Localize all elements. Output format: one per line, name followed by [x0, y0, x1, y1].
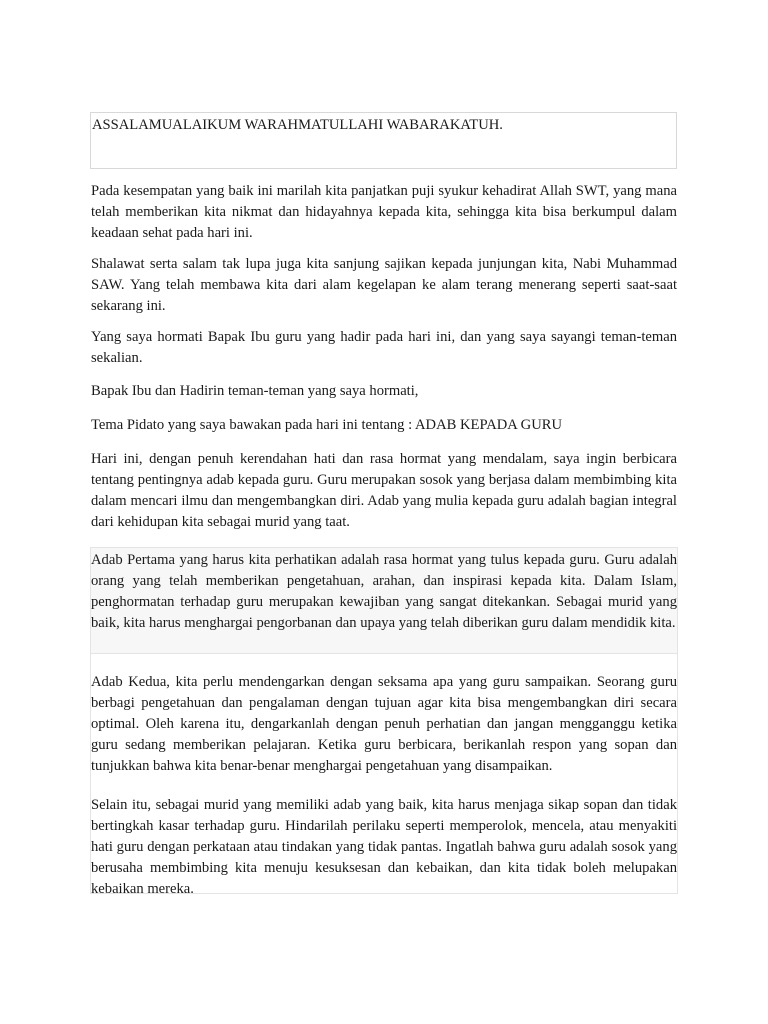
paragraph-adab-pertama: Adab Pertama yang harus kita perhatikan adalah rasa hormat yang tulus kepada guru. Guru adalah orang yang telah memberikan pengetahuan, arahan, dan inspirasi kepada kita. Dalam Islam, penghormatan terhadap guru merupakan kewajiban yang sangat ditekankan. Sebagai murid yang baik, kita harus menghargai pengorbanan dan upaya yang telah diberikan guru dalam mendidik kita.	[91, 552, 677, 631]
paragraph-theme: Tema Pidato yang saya bawakan pada hari ini tentang : ADAB KEPADA GURU	[91, 417, 563, 433]
salam-text: ASSALAMUALAIKUM WARAHMATULLAHI WABARAKATUH.	[92, 117, 503, 133]
paragraph-shalawat: Shalawat serta salam tak lupa juga kita sanjung sajikan kepada junjungan kita, Nabi Muhammad SAW. Yang telah membawa kita dari alam kegelapan ke alam terang menerang seperti saat-saat sekarang ini.	[91, 256, 677, 314]
salam-box	[90, 112, 677, 169]
paragraph-adab-kedua: Adab Kedua, kita perlu mendengarkan dengan seksama apa yang guru sampaikan. Seorang guru berbagi pengetahuan dan pengalaman dengan tujuan agar kita bisa mengembangkan diri secara optimal. Oleh karena itu, dengarkanlah dengan penuh perhatian dan jangan mengganggu ketika guru sedang memberikan pelajaran. Ketika guru berbicara, berikanlah respon yang sopan dan tunjukkan bahwa kita benar-benar menghargai pengetahuan yang disampaikan.	[91, 674, 677, 774]
paragraph-greeting: Yang saya hormati Bapak Ibu guru yang hadir pada hari ini, dan yang saya sayangi teman-teman sekalian.	[91, 329, 677, 366]
paragraph-sikap-sopan: Selain itu, sebagai murid yang memiliki adab yang baik, kita harus menjaga sikap sopan dan tidak bertingkah kasar terhadap guru. Hindarilah perilaku seperti memperolok, mencela, atau menyakiti hati guru dengan perkataan atau tindakan yang tidak pantas. Ingatlah bahwa guru adalah sosok yang berusaha membimbing kita menuju kesuksesan dan kebaikan, dan kita tidak boleh melupakan kebaikan mereka.	[91, 797, 677, 897]
paragraph-opening: Pada kesempatan yang baik ini marilah kita panjatkan puji syukur kehadirat Allah SWT, yang mana telah memberikan kita nikmat dan hidayahnya kepada kita, sehingga kita bisa berkumpul dalam keadaan sehat pada hari ini.	[91, 183, 677, 241]
paragraph-intro: Hari ini, dengan penuh kerendahan hati dan rasa hormat yang mendalam, saya ingin berbicara tentang pentingnya adab kepada guru. Guru merupakan sosok yang berjasa dalam membimbing kita dalam mencari ilmu dan mengembangkan diri. Adab yang mulia kepada guru adalah bagian integral dari kehidupan kita sebagai murid yang taat.	[91, 451, 677, 530]
paragraph-audience: Bapak Ibu dan Hadirin teman-teman yang saya hormati,	[91, 383, 419, 399]
